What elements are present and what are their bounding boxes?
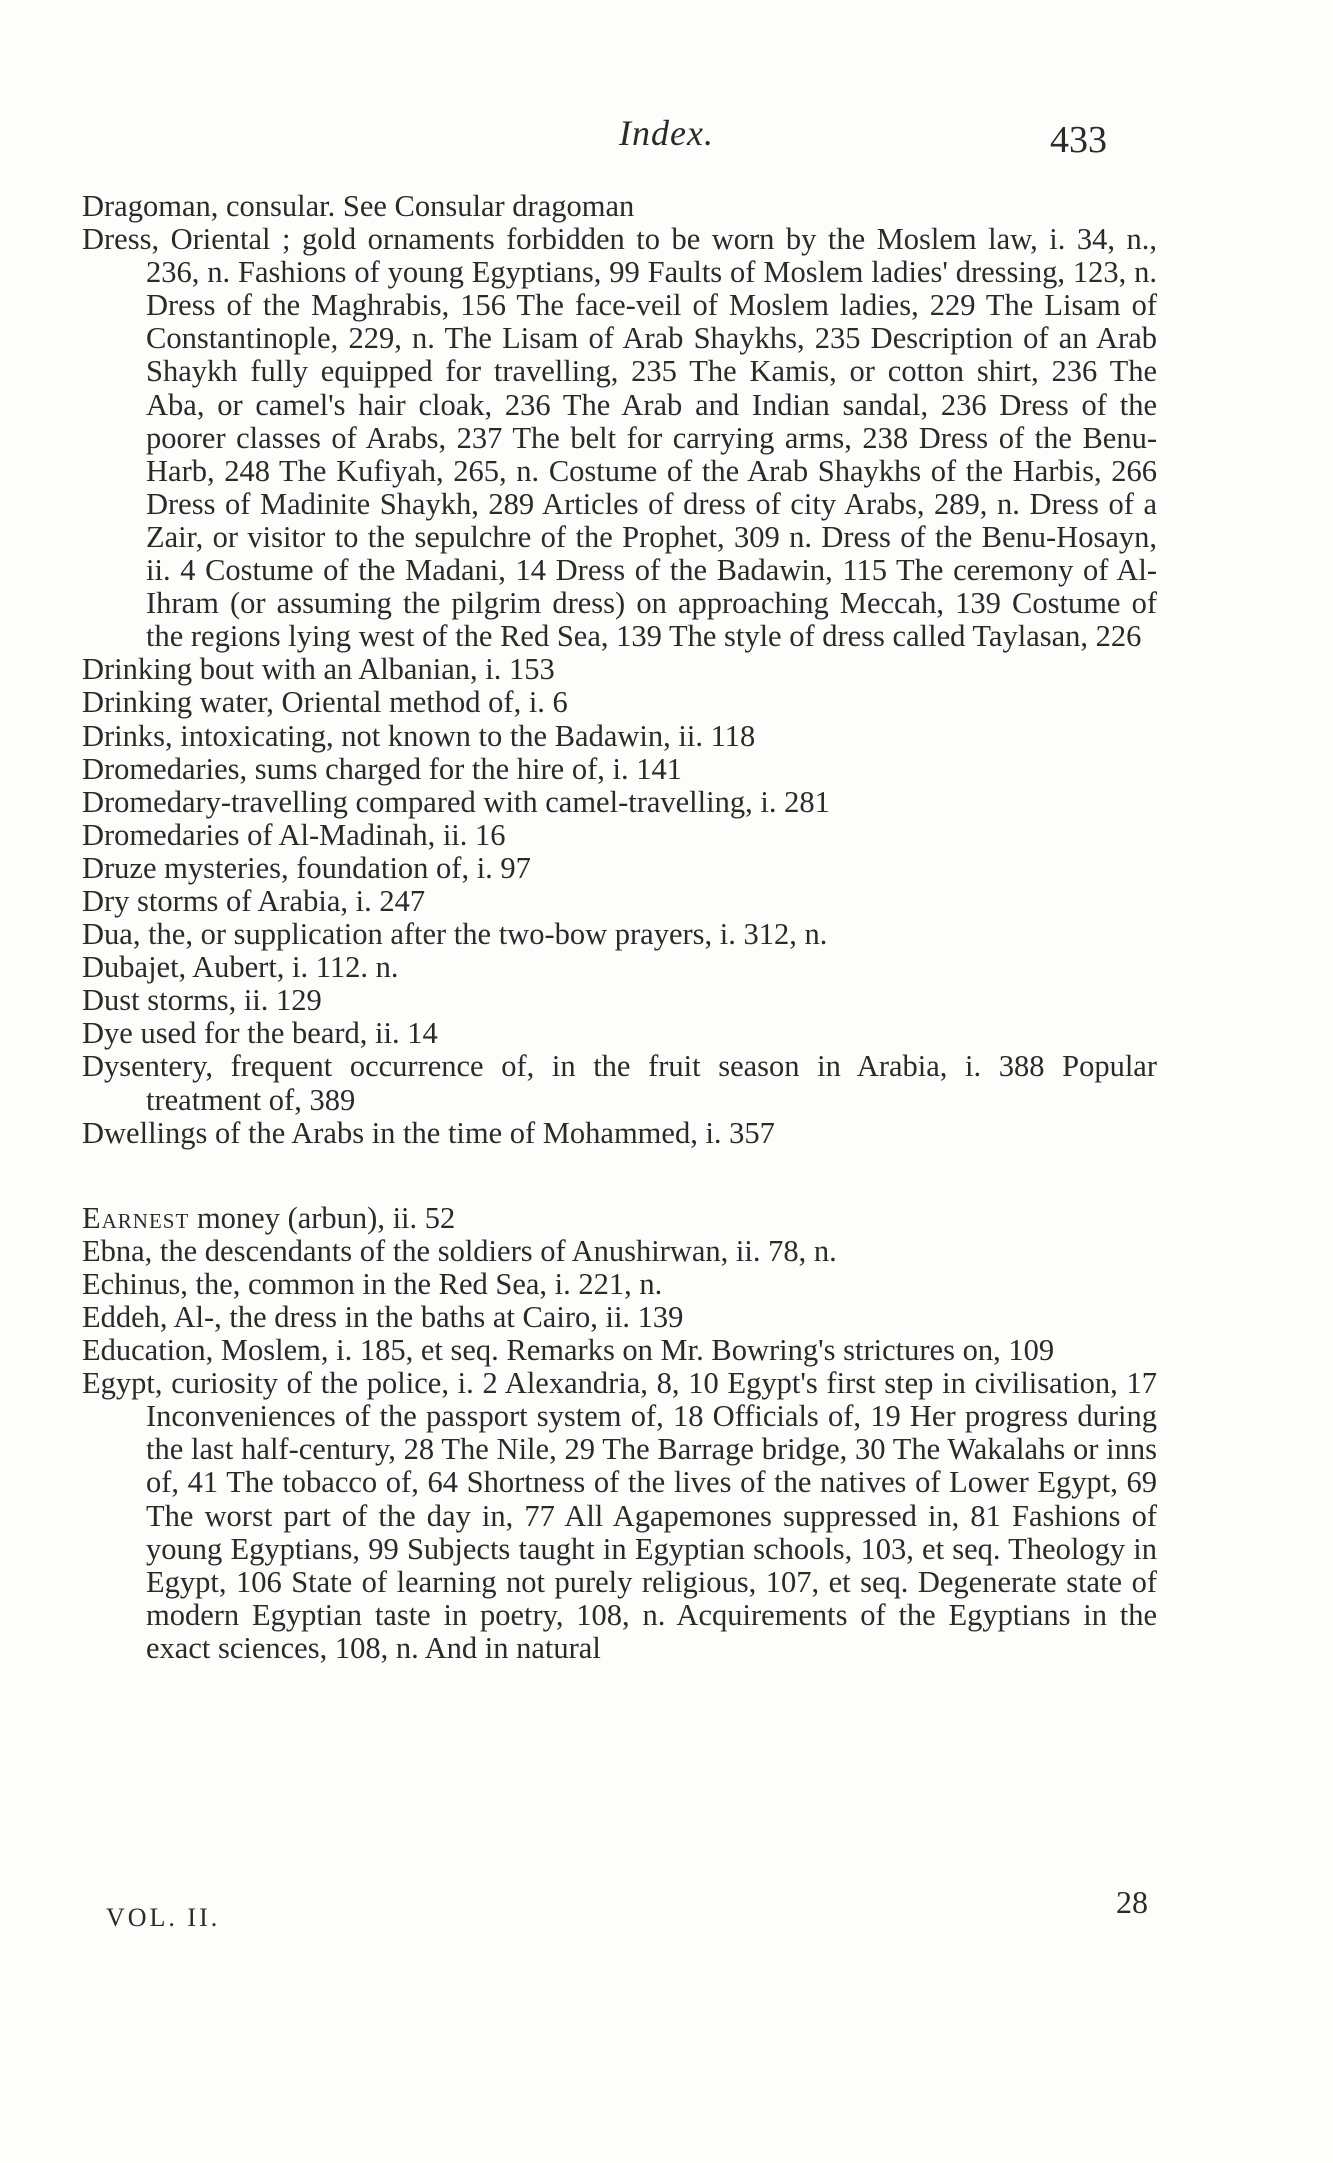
index-entry: Dress, Oriental ; gold ornaments forbidden to be worn by the Moslem law, i. 34, n., 236, n. Fashions of young Egyptians, 99 Faults of Moslem ladies' dressing, 123, n. Dress of the Maghrabis, 156 The face-veil of Moslem ladies, 229 The Lisam of Constantinople, 229, n. The Lisam of Arab Shaykhs, 235 Description of an Arab Shaykh fully equipped for travelling, 235 The Kamis, or cotton shirt, 236 The Aba, or camel's hair cloak, 236 The Arab and Indian sandal, 236 Dress of the poorer classes of Arabs, 237 The belt for carrying arms, 238 Dress of the Benu-Harb, 248 The Kufiyah, 265, n. Costume of the Arab Shaykhs of the Harbis, 266 Dress of Madinite Shaykh, 289 Articles of dress of city Arabs, 289, n. Dress of a Zair, or visitor to the sepulchre of the Prophet, 309 n. Dress of the Benu-Hosayn, ii. 4 Costume of the Madani, 14 Dress of the Badawin, 115 The ceremony of Al-Ihram (or assuming the pilgrim dress) on approaching Meccah, 139 Costume of the regions lying west of the Red Sea, 139 The style of dress called Taylasan, 226: [82, 222, 1157, 654]
index-entry: Dragoman, consular. See Consular dragoman: [82, 189, 635, 223]
index-entry: Drinking bout with an Albanian, i. 153: [82, 652, 555, 687]
index-entry: Drinks, intoxicating, not known to the Badawin, ii. 118: [82, 718, 756, 753]
index-entry: Dry storms of Arabia, i. 247: [82, 883, 426, 918]
index-entry: Egypt, curiosity of the police, i. 2 Alexandria, 8, 10 Egypt's first step in civilisation, 17 Inconveniences of the passport system of, 18 Officials of, 19 Her progress during the last half-century, 28 The Nile, 29 The Barrage bridge, 30 The Wakalahs or inns of, 41 The tobacco of, 64 Shortness of the lives of the natives of Lower Egypt, 69 The worst part of the day in, 77 All Agapemones suppressed in, 81 Fashions of young Egyptians, 99 Subjects taught in Egyptian schools, 103, et seq. Theology in Egypt, 106 State of learning not purely religious, 107, et seq. Degenerate state of modern Egyptian taste in poetry, 108, n. Acquirements of the Egyptians in the exact sciences, 108, n. And in natural: [82, 1366, 1157, 1665]
index-entry: Eddeh, Al-, the dress in the baths at Cairo, ii. 139: [82, 1300, 684, 1334]
index-entry: Dye used for the beard, ii. 14: [82, 1016, 438, 1051]
section-initial-word: Earnest: [82, 1200, 190, 1235]
index-entry: Dromedary-travelling compared with camel-travelling, i. 281: [82, 784, 830, 819]
index-entry: Education, Moslem, i. 185, et seq. Remarks on Mr. Bowring's strictures on, 109: [82, 1333, 1055, 1368]
index-entry-earnest: [82, 1202, 1157, 1235]
index-entry: Echinus, the, common in the Red Sea, i. 221, n.: [82, 1266, 663, 1301]
index-entry: Dubajet, Aubert, i. 112. n.: [82, 950, 399, 985]
signature-mark: 28: [1116, 1884, 1148, 1920]
volume-label: VOL. II.: [106, 1903, 221, 1932]
index-entry: Ebna, the descendants of the soldiers of Anushirwan, ii. 78, n.: [82, 1233, 837, 1268]
index-entry: Dromedaries, sums charged for the hire of, i. 141: [82, 751, 682, 786]
page-number: 433: [1050, 119, 1107, 161]
index-body: [82, 190, 1157, 1665]
index-entry: Dwellings of the Arabs in the time of Mohammed, i. 357: [82, 1115, 775, 1150]
index-entry: Drinking water, Oriental method of, i. 6: [82, 685, 568, 720]
index-entry: Dua, the, or supplication after the two-bow prayers, i. 312, n.: [82, 917, 828, 952]
index-entry: Dysentery, frequent occurrence of, in the fruit season in Arabia, i. 388 Popular treatment of, 389: [82, 1049, 1157, 1117]
index-entry: Dust storms, ii. 129: [82, 983, 322, 1018]
running-title: Index.: [619, 113, 714, 153]
entry-text: money (arbun), ii. 52: [189, 1200, 456, 1235]
index-entry: Druze mysteries, foundation of, i. 97: [82, 850, 531, 885]
index-entry: Dromedaries of Al-Madinah, ii. 16: [82, 817, 506, 852]
